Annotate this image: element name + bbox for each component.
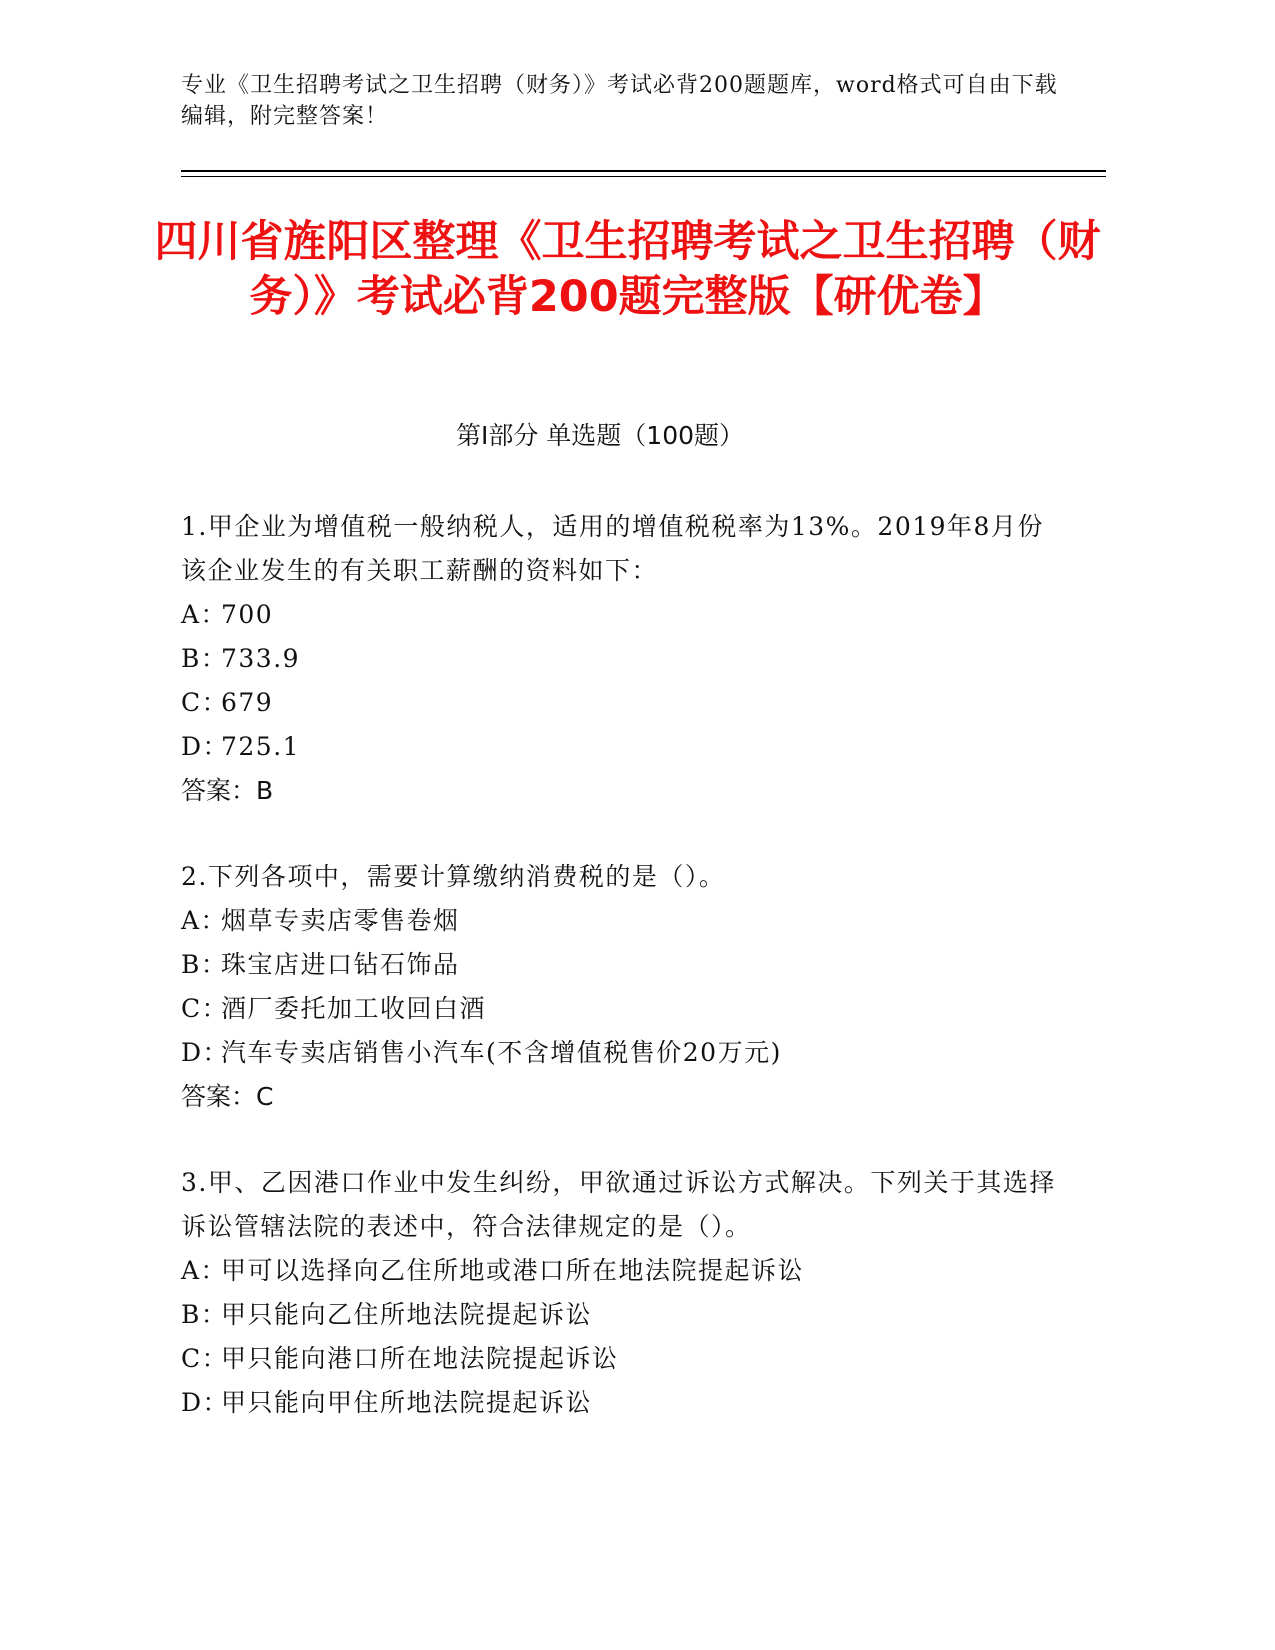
option-text: 725.1	[221, 732, 301, 761]
option-c	[181, 1337, 1061, 1381]
option-d	[181, 1031, 1061, 1075]
option-text: 733.9	[221, 644, 301, 673]
question-2	[181, 855, 1061, 1119]
header-divider-thin	[181, 176, 1106, 177]
option-key: C：	[181, 1344, 229, 1373]
option-a	[181, 899, 1061, 943]
option-key: B：	[181, 950, 228, 979]
question-list	[181, 505, 1061, 1467]
option-text: 甲只能向港口所在地法院提起诉讼	[221, 1344, 619, 1373]
option-text: 679	[221, 688, 274, 717]
question-stem: 2.下列各项中，需要计算缴纳消费税的是（）。	[181, 862, 726, 891]
option-text: 珠宝店进口钻石饰品	[221, 950, 460, 979]
header-note: 专业《卫生招聘考试之卫生招聘（财务）》考试必背200题题库，word格式可自由下载编辑，附完整答案！	[181, 73, 1058, 129]
option-key: D：	[181, 1038, 230, 1067]
answer-line: 答案：B	[181, 776, 274, 805]
option-key: A：	[181, 600, 228, 629]
question-1	[181, 505, 1061, 813]
option-text: 甲只能向乙住所地法院提起诉讼	[221, 1300, 593, 1329]
option-key: D：	[181, 732, 230, 761]
option-b	[181, 637, 1061, 681]
option-key: D：	[181, 1388, 230, 1417]
question-3	[181, 1161, 1061, 1425]
section-title: 第Ⅰ部分 单选题（100题）	[455, 421, 745, 450]
option-c	[181, 681, 1061, 725]
option-text: 甲只能向甲住所地法院提起诉讼	[221, 1388, 593, 1417]
option-key: B：	[181, 644, 228, 673]
option-c	[181, 987, 1061, 1031]
option-key: A：	[181, 1256, 228, 1285]
option-text: 汽车专卖店销售小汽车(不含增值税售价20万元)	[221, 1038, 782, 1067]
option-key: C：	[181, 994, 229, 1023]
question-stem: 1.甲企业为增值税一般纳税人，适用的增值税税率为13%。2019年8月份该企业发生的有关职工薪酬的资料如下：	[181, 512, 1044, 585]
header-divider-thick	[181, 170, 1106, 172]
question-stem: 3.甲、乙因港口作业中发生纠纷，甲欲通过诉讼方式解决。下列关于其选择诉讼管辖法院的表述中，符合法律规定的是（）。	[181, 1168, 1056, 1241]
option-b	[181, 1293, 1061, 1337]
option-key: B：	[181, 1300, 228, 1329]
option-text: 酒厂委托加工收回白酒	[221, 994, 487, 1023]
option-d	[181, 1381, 1061, 1425]
option-a	[181, 593, 1061, 637]
option-b	[181, 943, 1061, 987]
option-d	[181, 725, 1061, 769]
option-key: C：	[181, 688, 229, 717]
option-text: 烟草专卖店零售卷烟	[221, 906, 460, 935]
option-text: 700	[221, 600, 274, 629]
option-key: A：	[181, 906, 228, 935]
option-a	[181, 1249, 1061, 1293]
answer-line: 答案：C	[181, 1082, 274, 1111]
option-text: 甲可以选择向乙住所地或港口所在地法院提起诉讼	[221, 1256, 805, 1285]
document-title: 四川省旌阳区整理《卫生招聘考试之卫生招聘（财务）》考试必背200题完整版【研优卷】	[154, 217, 1101, 322]
